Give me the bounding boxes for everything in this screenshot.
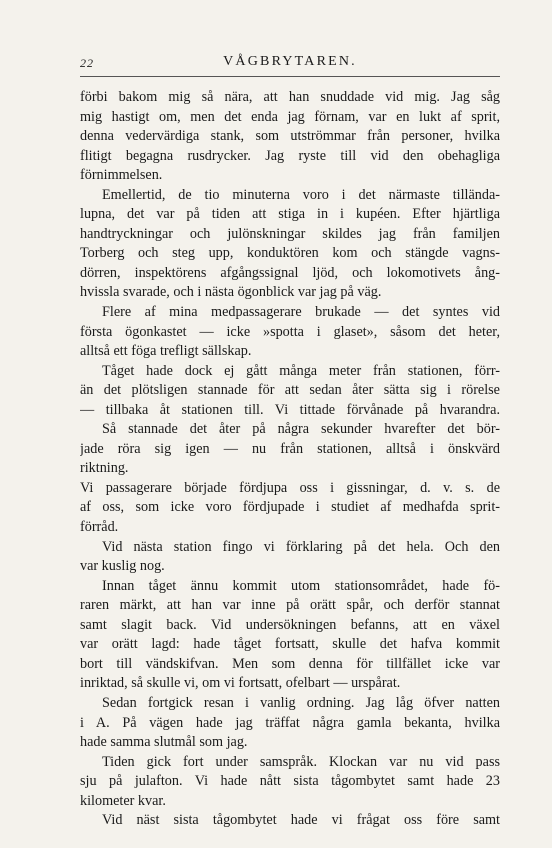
text-line: inriktad, så skulle vi, om vi fortsatt, ofelbart — urspårat. xyxy=(80,675,401,692)
text-line: hvissla svarade, och i nästa ögonblick var jag på väg. xyxy=(80,284,382,301)
body-text xyxy=(80,88,500,831)
text-line: riktning. xyxy=(80,460,129,477)
text-line: — tillbaka åt stationen till. Vi tittade förvånade på hvarandra. xyxy=(80,401,500,418)
text-line: förråd. xyxy=(80,519,119,536)
page-header xyxy=(80,52,500,74)
text-line: raren märkt, att han var inne på orätt spår, och derför stannat xyxy=(80,597,500,614)
text-line: Vid näst sista tågombytet hade vi frågat oss före samt xyxy=(102,812,500,829)
text-line: sju på julafton. Vi hade nått sista tågombytet samt hade 23 xyxy=(80,773,500,790)
text-line: flitigt begagna rusdrycker. Jag ryste till vid den obehagliga xyxy=(80,147,500,164)
header-rule xyxy=(80,76,500,77)
text-line: Torberg och steg upp, konduktören kom och stängde vagns- xyxy=(80,245,500,262)
text-line: än det plötsligen stannade för att sedan åter sätta sig i rörelse xyxy=(80,382,500,399)
page-number: 22 xyxy=(80,56,94,70)
text-line: alltså ett föga trefligt sällskap. xyxy=(80,343,252,360)
text-line: Emellertid, de tio minuterna voro i det närmaste tillända- xyxy=(102,186,500,203)
text-line: förnimmelsen. xyxy=(80,167,163,184)
text-line: jade röra sig igen — nu från stationen, alltså i önskvärd xyxy=(80,440,500,457)
text-line: var orätt lagd: hade tåget fortsatt, skulle det hafva kommit xyxy=(80,636,500,653)
text-line: Vi passagerare började fördjupa oss i gissningar, d. v. s. de xyxy=(80,479,500,496)
text-line: dörren, inspektörens afgångssignal ljöd, och lokomotivets ång- xyxy=(80,264,500,281)
text-line: första ögonkastet — icke »spotta i glaset», såsom det heter, xyxy=(80,323,500,340)
text-line: kilometer kvar. xyxy=(80,792,166,809)
text-line: hade samma slutmål som jag. xyxy=(80,734,248,751)
text-line: bort till vändskifvan. Men som denna för tillfället icke var xyxy=(80,655,500,672)
text-line: Tiden gick fort under samspråk. Klockan var nu vid pass xyxy=(102,753,500,770)
text-line: Sedan fortgick resan i vanlig ordning. Jag låg öfver natten xyxy=(102,694,500,711)
text-line: mig hastigt om, men det enda jag förnam, var en lukt af sprit, xyxy=(80,108,500,125)
text-line: Så stannade det åter på några sekunder hvarefter det bör- xyxy=(102,421,500,438)
text-line: samt slagit back. Vid undersökningen befanns, att en växel xyxy=(80,616,500,633)
text-line: denna vedervärdiga stank, som utströmmar från personer, hvilka xyxy=(80,128,500,145)
text-line: Tåget hade dock ej gått många meter från stationen, förr- xyxy=(102,362,500,379)
text-line: förbi bakom mig så nära, att han snuddade vid mig. Jag såg xyxy=(80,89,500,105)
text-line: i A. På vägen hade jag träffat några gamla bekanta, hvilka xyxy=(80,714,500,731)
text-line: af oss, som icke voro fördjupade i studiet af medhafda sprit- xyxy=(80,499,500,516)
text-line: var kuslig nog. xyxy=(80,558,165,575)
text-line: Flere af mina medpassagerare brukade — det syntes vid xyxy=(102,304,500,321)
text-line: Innan tåget ännu kommit utom stationsområdet, hade fö- xyxy=(102,577,500,594)
text-line: handtryckningar och julönskningar skildes jag från familjen xyxy=(80,225,500,242)
running-title: VÅGBRYTAREN. xyxy=(223,54,357,69)
text-line: lupna, det var på tiden att stiga in i kupéen. Efter hjärtliga xyxy=(80,206,500,223)
text-line: Vid nästa station fingo vi förklaring på det hela. Och den xyxy=(102,538,500,555)
